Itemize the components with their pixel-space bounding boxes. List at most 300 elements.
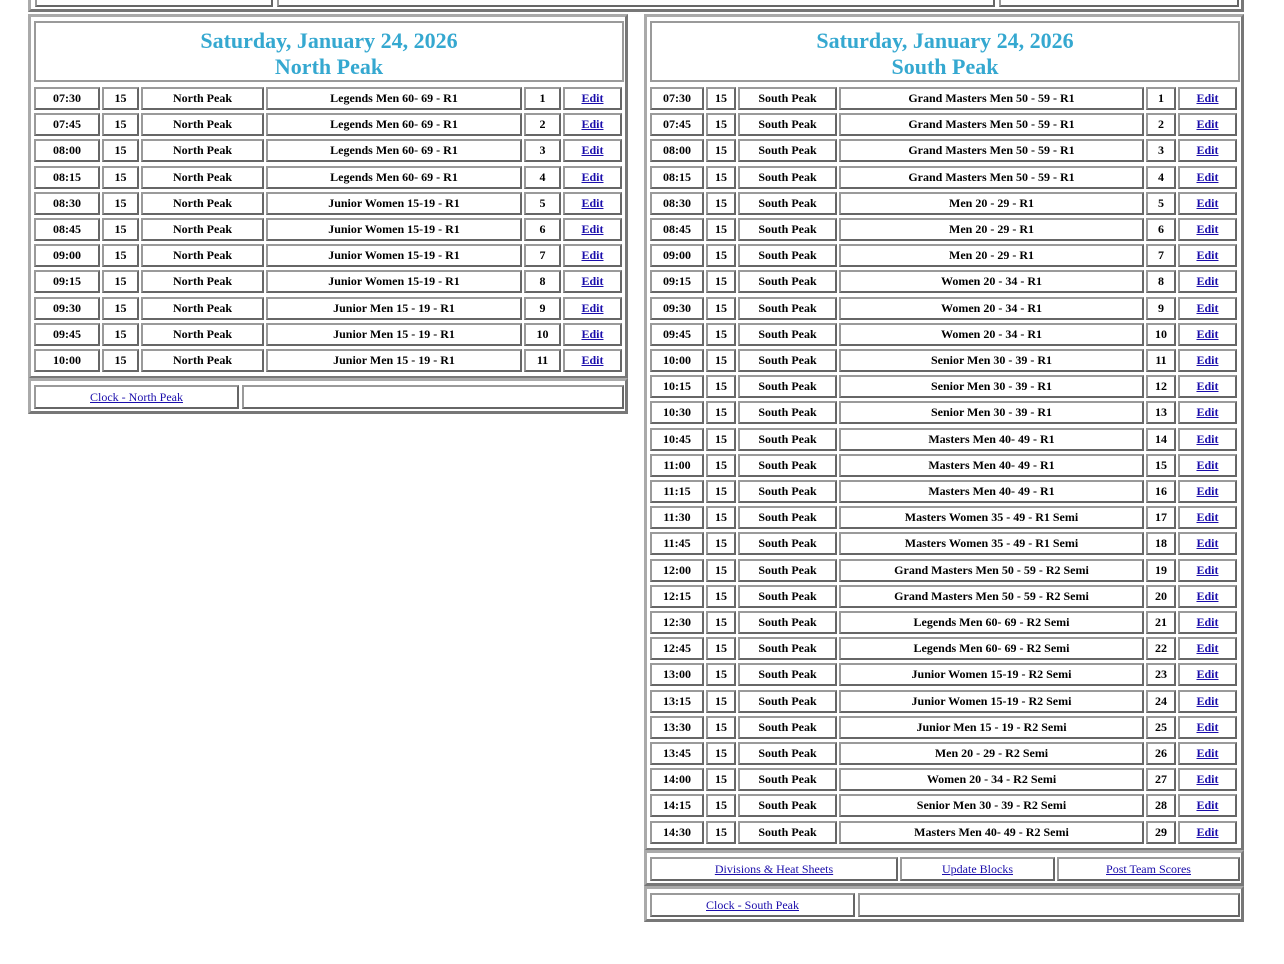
division-cell — [266, 218, 522, 241]
edit-link-cell — [563, 218, 622, 241]
heat-number-cell — [524, 139, 561, 162]
venue: North Peak — [173, 300, 232, 315]
duration-cell — [706, 270, 736, 293]
clock-north-peak-cell — [34, 385, 239, 409]
duration: 15 — [715, 248, 727, 263]
heat-number-cell — [1146, 139, 1176, 162]
venue: North Peak — [173, 143, 232, 158]
edit-link-cell — [1178, 401, 1237, 424]
division-cell — [839, 821, 1144, 844]
division-cell — [839, 611, 1144, 634]
heat-number-cell — [1146, 663, 1176, 686]
north-peak-venue-title: North Peak — [274, 54, 384, 79]
edit-link[interactable]: Edit — [581, 326, 604, 341]
time-cell — [650, 690, 704, 713]
venue-cell — [141, 323, 264, 346]
duration-cell — [706, 218, 736, 241]
duration-cell — [102, 270, 139, 293]
duration-cell — [706, 139, 736, 162]
schedule-row — [647, 166, 1241, 189]
heat-number: 5 — [1158, 195, 1164, 210]
edit-link-cell — [563, 349, 622, 372]
venue: South Peak — [758, 431, 817, 446]
heat-number: 20 — [1155, 588, 1167, 603]
heat-number-cell — [1146, 166, 1176, 189]
time-cell — [34, 270, 100, 293]
time-cell — [650, 585, 704, 608]
venue-cell — [738, 480, 837, 503]
edit-link[interactable]: Edit — [1196, 772, 1219, 787]
time: 07:30 — [663, 91, 691, 105]
division: Men 20 - 29 - R1 — [949, 222, 1034, 236]
edit-link-cell — [1178, 821, 1237, 844]
edit-link[interactable]: Edit — [581, 91, 604, 105]
edit-link[interactable]: Edit — [581, 222, 604, 236]
heat-number-cell — [524, 270, 561, 293]
heat-number-cell — [1146, 244, 1176, 267]
edit-link[interactable]: Edit — [1196, 510, 1219, 525]
schedule-row — [31, 87, 625, 110]
time-cell — [650, 192, 704, 215]
division: Junior Men 15 - 19 - R2 Semi — [916, 719, 1067, 734]
venue: South Peak — [758, 536, 817, 551]
duration-cell — [706, 716, 736, 739]
duration: 15 — [114, 353, 127, 367]
time: 09:00 — [53, 248, 81, 263]
south-peak-clock-panel — [644, 886, 1244, 922]
duration: 15 — [715, 667, 727, 682]
duration-cell — [706, 349, 736, 372]
division-cell — [839, 166, 1144, 189]
heat-number: 13 — [1155, 405, 1167, 420]
duration-cell — [102, 244, 139, 267]
schedule-row — [31, 323, 625, 346]
venue: South Peak — [758, 798, 817, 813]
edit-link-cell — [563, 166, 622, 189]
heat-number-cell — [1146, 532, 1176, 555]
venue: North Peak — [173, 195, 232, 210]
division: Legends Men 60- 69 - R1 — [330, 143, 458, 158]
edit-link[interactable]: Edit — [1196, 353, 1219, 367]
division-cell — [839, 663, 1144, 686]
venue-cell — [738, 690, 837, 713]
time: 10:30 — [663, 405, 691, 420]
schedule-row — [647, 113, 1241, 136]
venue-cell — [738, 270, 837, 293]
venue-cell — [141, 139, 264, 162]
schedule-row — [647, 428, 1241, 451]
edit-link[interactable]: Edit — [581, 274, 604, 289]
edit-link-cell — [1178, 454, 1237, 477]
venue-cell — [738, 742, 837, 765]
schedule-row — [647, 611, 1241, 634]
duration-cell — [102, 192, 139, 215]
heat-number: 7 — [539, 248, 546, 263]
time-cell — [34, 244, 100, 267]
division: Junior Women 15-19 - R2 Semi — [911, 667, 1072, 682]
schedule-row — [647, 375, 1241, 398]
division-cell — [839, 428, 1144, 451]
venue: South Peak — [758, 274, 817, 289]
schedule-row — [647, 559, 1241, 582]
schedule-row — [647, 506, 1241, 529]
venue-cell — [738, 532, 837, 555]
edit-link[interactable]: Edit — [581, 195, 604, 210]
time: 10:45 — [663, 431, 691, 446]
duration: 15 — [114, 195, 127, 210]
edit-link[interactable]: Edit — [1196, 143, 1219, 158]
time: 14:15 — [663, 798, 691, 813]
division-cell — [839, 323, 1144, 346]
division: Masters Women 35 - 49 - R1 Semi — [904, 510, 1079, 525]
venue: North Peak — [173, 248, 232, 263]
duration-cell — [706, 166, 736, 189]
venue: South Peak — [758, 562, 817, 577]
schedule-row — [647, 270, 1241, 293]
time: 13:00 — [663, 667, 691, 682]
edit-link[interactable]: Edit — [1196, 562, 1219, 577]
duration-cell — [102, 349, 139, 372]
edit-link[interactable]: Edit — [1196, 405, 1219, 420]
duration: 15 — [715, 588, 727, 603]
schedule-row — [647, 454, 1241, 477]
duration: 15 — [715, 326, 727, 341]
venue: South Peak — [758, 326, 817, 341]
edit-link[interactable]: Edit — [581, 169, 604, 184]
north-peak-schedule-panel — [28, 14, 628, 379]
division-cell — [266, 139, 522, 162]
edit-link[interactable]: Edit — [1196, 117, 1219, 132]
division: Junior Men 15 - 19 - R1 — [333, 326, 455, 341]
division: Women 20 - 34 - R1 — [941, 300, 1042, 315]
time-cell — [34, 139, 100, 162]
venue-cell — [738, 663, 837, 686]
south-peak-venue-title: South Peak — [891, 54, 999, 79]
schedule-row — [647, 794, 1241, 817]
heat-number-cell — [1146, 192, 1176, 215]
duration-cell — [102, 139, 139, 162]
division: Senior Men 30 - 39 - R1 — [930, 405, 1053, 420]
venue: South Peak — [758, 169, 817, 184]
division: Men 20 - 29 - R1 — [949, 195, 1034, 210]
heat-number: 8 — [1158, 274, 1164, 289]
duration: 15 — [114, 143, 127, 158]
time-cell — [34, 323, 100, 346]
edit-link[interactable]: Edit — [581, 117, 604, 132]
duration-cell — [102, 113, 139, 136]
top-strip-cell-3 — [999, 0, 1239, 7]
venue-cell — [738, 139, 837, 162]
division-cell — [839, 768, 1144, 791]
edit-link[interactable]: Edit — [1196, 746, 1219, 760]
duration-cell — [102, 323, 139, 346]
division-cell — [839, 401, 1144, 424]
heat-number-cell — [524, 244, 561, 267]
divisions-cell — [650, 857, 898, 881]
time-cell — [34, 218, 100, 241]
venue-cell — [738, 401, 837, 424]
edit-link[interactable]: Edit — [1196, 693, 1219, 708]
duration-cell — [706, 87, 736, 110]
time-cell — [650, 821, 704, 844]
edit-link-cell — [1178, 690, 1237, 713]
edit-link[interactable]: Edit — [581, 248, 604, 263]
division: Women 20 - 34 - R2 Semi — [926, 772, 1057, 787]
duration: 15 — [715, 615, 727, 629]
division-cell — [839, 87, 1144, 110]
time-cell — [650, 768, 704, 791]
division-cell — [839, 742, 1144, 765]
time: 13:30 — [663, 719, 691, 734]
edit-link-cell — [1178, 270, 1237, 293]
duration-cell — [102, 218, 139, 241]
time-cell — [650, 663, 704, 686]
edit-link-cell — [563, 139, 622, 162]
venue-cell — [738, 192, 837, 215]
edit-link[interactable]: Edit — [1196, 484, 1219, 498]
edit-link[interactable]: Edit — [1196, 719, 1219, 734]
venue-cell — [738, 113, 837, 136]
heat-number: 8 — [539, 274, 546, 289]
venue-cell — [738, 87, 837, 110]
division-cell — [839, 454, 1144, 477]
heat-number-cell — [1146, 768, 1176, 791]
venue-cell — [738, 454, 837, 477]
division-cell — [839, 794, 1144, 817]
heat-number-cell — [1146, 821, 1176, 844]
schedule-row — [31, 297, 625, 320]
venue: South Peak — [758, 379, 817, 394]
duration-cell — [706, 244, 736, 267]
division-cell — [839, 349, 1144, 372]
venue: South Peak — [758, 91, 817, 105]
top-strip-cell-2 — [277, 0, 995, 7]
duration: 15 — [715, 641, 727, 656]
duration: 15 — [715, 510, 727, 525]
time-cell — [34, 113, 100, 136]
edit-link[interactable]: Edit — [1196, 536, 1219, 551]
heat-number: 19 — [1155, 562, 1167, 577]
division: Grand Masters Men 50 - 59 - R2 Semi — [894, 588, 1089, 603]
time-cell — [650, 323, 704, 346]
heat-number: 6 — [539, 222, 546, 236]
heat-number-cell — [524, 113, 561, 136]
duration-cell — [706, 532, 736, 555]
edit-link[interactable]: Edit — [1196, 274, 1219, 289]
duration-cell — [706, 559, 736, 582]
venue-cell — [738, 349, 837, 372]
venue-cell — [738, 611, 837, 634]
duration: 15 — [715, 195, 727, 210]
edit-link-cell — [1178, 663, 1237, 686]
edit-link-cell — [563, 297, 622, 320]
duration-cell — [706, 401, 736, 424]
post-team-scores-link[interactable]: Post Team Scores — [1106, 861, 1191, 876]
heat-number-cell — [524, 323, 561, 346]
time: 08:45 — [663, 222, 691, 236]
edit-link[interactable]: Edit — [1196, 798, 1219, 813]
time-cell — [650, 166, 704, 189]
venue: South Peak — [758, 510, 817, 525]
division: Masters Men 40- 49 - R2 Semi — [914, 824, 1069, 839]
venue: South Peak — [758, 484, 817, 498]
time: 09:15 — [53, 274, 81, 289]
heat-number: 4 — [1158, 169, 1164, 184]
edit-link[interactable]: Edit — [1196, 222, 1219, 236]
venue: South Peak — [758, 248, 817, 263]
north-clock-empty-cell — [242, 385, 624, 409]
edit-link-cell — [1178, 192, 1237, 215]
duration-cell — [706, 454, 736, 477]
time-cell — [650, 611, 704, 634]
edit-link[interactable]: Edit — [581, 353, 604, 367]
time: 09:00 — [663, 248, 691, 263]
venue: North Peak — [173, 326, 232, 341]
venue-cell — [141, 244, 264, 267]
venue-cell — [738, 323, 837, 346]
duration: 15 — [114, 117, 127, 132]
duration-cell — [102, 297, 139, 320]
division-cell — [266, 244, 522, 267]
edit-link[interactable]: Edit — [1196, 300, 1219, 315]
schedule-row — [647, 742, 1241, 765]
venue: South Peak — [758, 117, 817, 132]
time-cell — [650, 244, 704, 267]
duration: 15 — [715, 353, 727, 367]
division-cell — [839, 244, 1144, 267]
division-cell — [839, 192, 1144, 215]
time-cell — [650, 716, 704, 739]
edit-link[interactable]: Edit — [1196, 248, 1219, 263]
edit-link-cell — [1178, 559, 1237, 582]
venue-cell — [141, 87, 264, 110]
edit-link[interactable]: Edit — [1196, 431, 1219, 446]
time: 11:45 — [663, 536, 691, 551]
division-cell — [839, 375, 1144, 398]
time-cell — [650, 532, 704, 555]
clock-north-peak-link[interactable]: Clock - North Peak — [90, 389, 183, 404]
edit-link[interactable]: Edit — [1196, 457, 1219, 472]
edit-link[interactable]: Edit — [1196, 824, 1219, 839]
top-strip-cell-1 — [35, 0, 273, 7]
schedule-row — [31, 166, 625, 189]
edit-link[interactable]: Edit — [1196, 588, 1219, 603]
clock-south-peak-cell — [650, 893, 855, 917]
division: Grand Masters Men 50 - 59 - R1 — [908, 143, 1075, 158]
edit-link-cell — [563, 244, 622, 267]
venue-cell — [738, 375, 837, 398]
duration-cell — [706, 428, 736, 451]
time-cell — [650, 637, 704, 660]
edit-link[interactable]: Edit — [1196, 641, 1219, 656]
north-peak-header — [34, 21, 624, 82]
edit-link[interactable]: Edit — [1196, 91, 1219, 105]
division-cell — [266, 297, 522, 320]
heat-number: 10 — [1155, 326, 1167, 341]
duration: 15 — [715, 379, 727, 394]
duration: 15 — [715, 824, 727, 839]
division: Junior Women 15-19 - R1 — [328, 248, 460, 263]
edit-link[interactable]: Edit — [1196, 195, 1219, 210]
duration-cell — [706, 375, 736, 398]
edit-link[interactable]: Edit — [1196, 615, 1219, 629]
duration: 15 — [715, 431, 727, 446]
heat-number: 2 — [539, 117, 546, 132]
divisions-heat-sheets-link[interactable]: Divisions & Heat Sheets — [714, 861, 834, 876]
edit-link-cell — [1178, 637, 1237, 660]
schedule-row — [31, 113, 625, 136]
duration-cell — [706, 690, 736, 713]
division-cell — [266, 349, 522, 372]
heat-number-cell — [1146, 690, 1176, 713]
clock-south-peak-link[interactable]: Clock - South Peak — [706, 897, 799, 912]
heat-number: 5 — [539, 195, 546, 210]
heat-number: 14 — [1155, 431, 1167, 446]
edit-link[interactable]: Edit — [1196, 379, 1219, 394]
division: Grand Masters Men 50 - 59 - R2 Semi — [894, 562, 1089, 577]
edit-link[interactable]: Edit — [1196, 169, 1219, 184]
division: Women 20 - 34 - R1 — [941, 274, 1042, 289]
division: Women 20 - 34 - R1 — [941, 326, 1042, 341]
division: Masters Men 40- 49 - R1 — [928, 484, 1055, 498]
heat-number-cell — [1146, 113, 1176, 136]
time: 08:30 — [663, 195, 691, 210]
division: Masters Women 35 - 49 - R1 Semi — [904, 536, 1079, 551]
time-cell — [650, 794, 704, 817]
edit-link-cell — [1178, 218, 1237, 241]
time-cell — [34, 192, 100, 215]
venue: North Peak — [173, 91, 232, 105]
venue: North Peak — [173, 353, 232, 367]
heat-number-cell — [524, 192, 561, 215]
duration: 15 — [114, 274, 127, 289]
venue: South Peak — [758, 457, 817, 472]
duration-cell — [706, 480, 736, 503]
venue-cell — [141, 297, 264, 320]
edit-link[interactable]: Edit — [581, 300, 604, 315]
time-cell — [650, 742, 704, 765]
division-cell — [839, 532, 1144, 555]
time: 08:30 — [53, 195, 81, 210]
update-blocks-link[interactable]: Update Blocks — [942, 861, 1013, 876]
division-cell — [839, 559, 1144, 582]
heat-number-cell — [1146, 270, 1176, 293]
time: 11:00 — [663, 457, 691, 472]
edit-link[interactable]: Edit — [581, 143, 604, 158]
duration-cell — [706, 585, 736, 608]
duration: 15 — [114, 300, 127, 315]
edit-link-cell — [1178, 585, 1237, 608]
venue-cell — [738, 506, 837, 529]
venue-cell — [738, 559, 837, 582]
edit-link[interactable]: Edit — [1196, 667, 1219, 682]
heat-number: 28 — [1155, 798, 1167, 813]
venue: South Peak — [758, 222, 817, 236]
time-cell — [650, 375, 704, 398]
schedule-row — [647, 821, 1241, 844]
division: Legends Men 60- 69 - R1 — [330, 91, 458, 105]
duration: 15 — [715, 484, 727, 498]
time-cell — [34, 87, 100, 110]
venue-cell — [738, 637, 837, 660]
duration: 15 — [114, 91, 127, 105]
heat-number-cell — [1146, 716, 1176, 739]
heat-number-cell — [1146, 87, 1176, 110]
heat-number-cell — [524, 349, 561, 372]
edit-link[interactable]: Edit — [1196, 326, 1219, 341]
venue-cell — [141, 113, 264, 136]
time: 08:15 — [663, 169, 691, 184]
